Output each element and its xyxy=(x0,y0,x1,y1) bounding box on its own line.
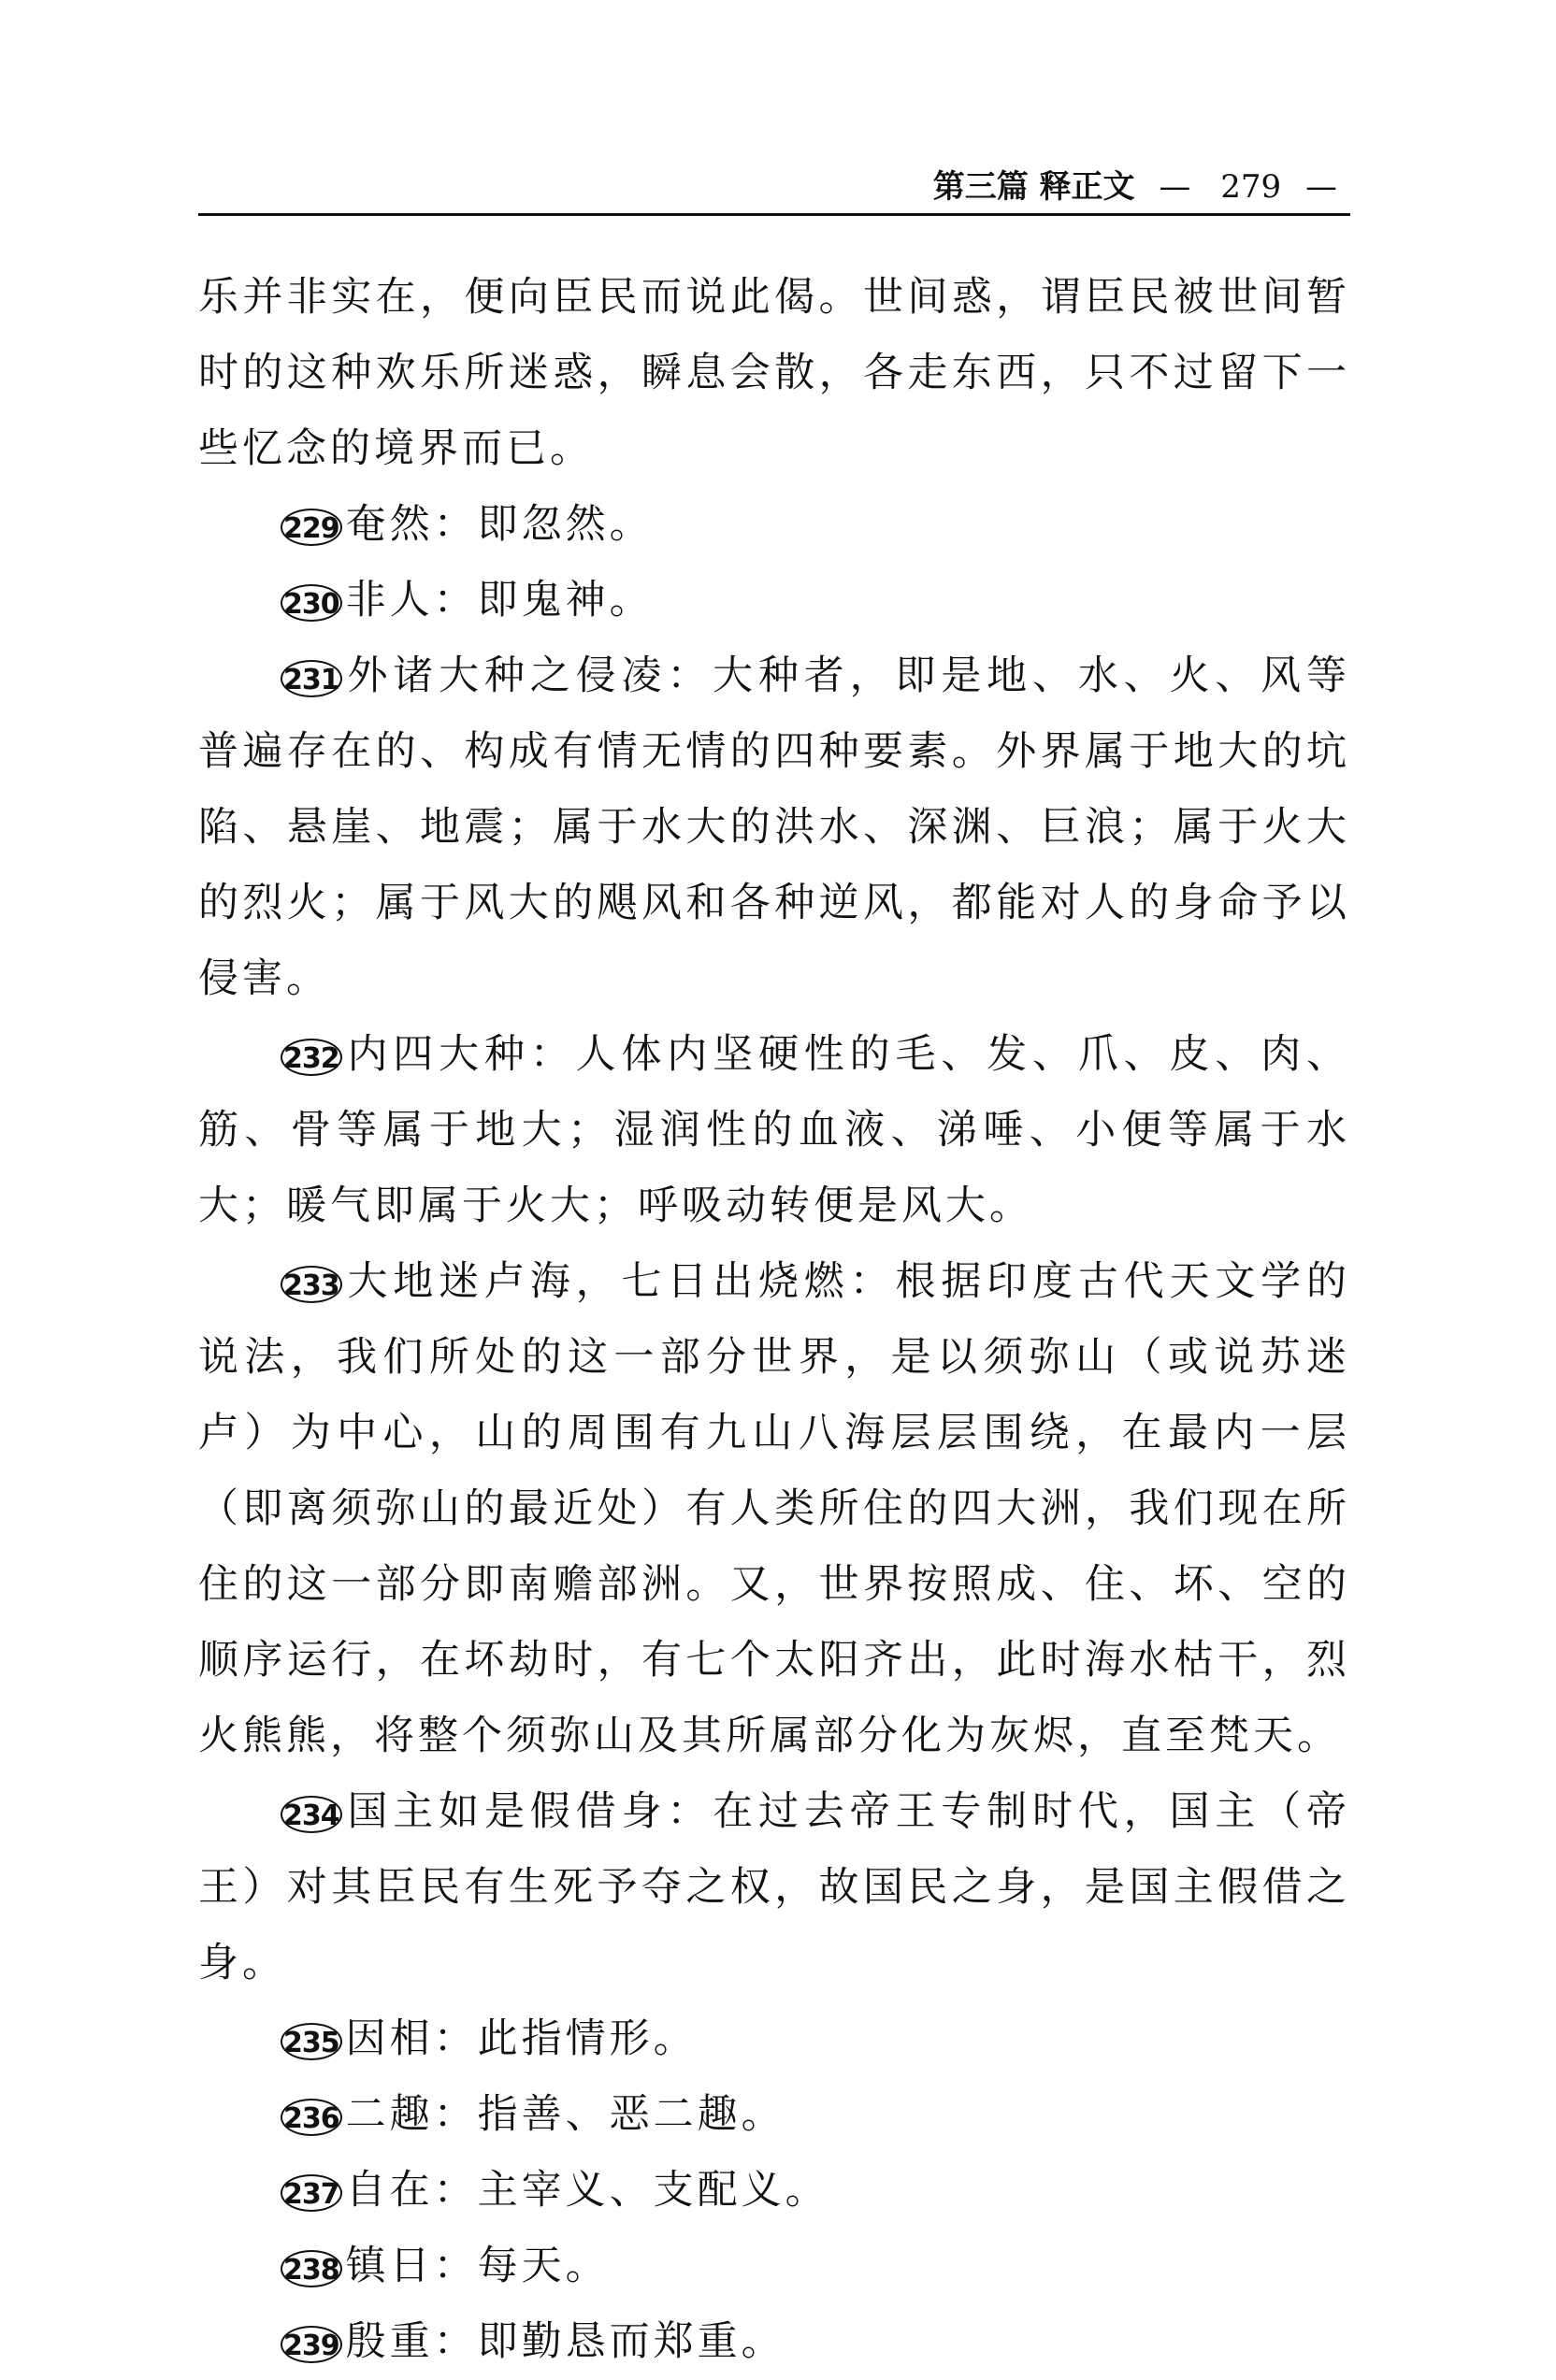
note-number: 235 xyxy=(281,2023,342,2060)
note-text: 自在：主宰义、支配义。 xyxy=(345,2167,829,2214)
note-number: 233 xyxy=(281,1266,342,1303)
note-text: 内四大种：人体内坚硬性的毛、发、爪、皮、肉、筋、骨等属于地大；湿润性的血液、涕唾、小便等属于水大；暖气即属于火大；呼吸动转便是风大。 xyxy=(198,1031,1350,1229)
note-232 xyxy=(198,1017,1350,1244)
note-234 xyxy=(198,1774,1350,2001)
note-text: 镇日：每天。 xyxy=(345,2243,610,2289)
note-237 xyxy=(198,2153,1350,2229)
dash-right: — xyxy=(1305,168,1337,206)
note-number: 231 xyxy=(281,660,342,697)
note-229 xyxy=(198,487,1350,563)
note-number: 230 xyxy=(281,584,342,622)
note-text: 外诸大种之侵凌：大种者，即是地、水、火、风等普遍存在的、构成有情无情的四种要素。外界属于地大的坑陷、悬崖、地震；属于水大的洪水、深渊、巨浪；属于火大的烈火；属于风大的飓风和各种逆风，都能对人的身命予以侵害。 xyxy=(198,652,1350,1002)
note-231 xyxy=(198,638,1350,1017)
note-number: 236 xyxy=(281,2099,342,2136)
dash-left: — xyxy=(1159,168,1191,206)
note-text: 大地迷卢海，七日出烧燃：根据印度古代天文学的说法，我们所处的这一部分世界，是以须弥山（或说苏迷卢）为中心，山的周围有九山八海层层围绕，在最内一层（即离须弥山的最近处）有人类所住的四大洲，我们现在所住的这一部分即南赡部洲。又，世界按照成、住、坏、空的顺序运行，在坏劫时，有七个太阳齐出，此时海水枯干，烈火熊熊，将整个须弥山及其所属部分化为灰烬，直至梵天。 xyxy=(198,1258,1350,1759)
continued-paragraph xyxy=(198,260,1350,487)
note-number: 238 xyxy=(281,2250,342,2287)
page-header xyxy=(198,166,1350,216)
page-body xyxy=(198,260,1350,2380)
note-number: 234 xyxy=(281,1796,342,1833)
paragraph-text: 乐并非实在，便向臣民而说此偈。世间惑，谓臣民被世间暂时的这种欢乐所迷惑，瞬息会散，各走东西，只不过留下一些忆念的境界而已。 xyxy=(198,274,1350,472)
note-text: 殷重：即勤恳而郑重。 xyxy=(345,2318,785,2365)
note-text: 因相：此指情形。 xyxy=(345,2015,698,2062)
note-236 xyxy=(198,2077,1350,2153)
chapter-title: 第三篇 释正文 xyxy=(932,168,1135,206)
note-238 xyxy=(198,2229,1350,2304)
note-number: 229 xyxy=(281,509,342,546)
page-number: 279 xyxy=(1220,168,1282,206)
note-text: 国主如是假借身：在过去帝王专制时代，国主（帝王）对其臣民有生死予夺之权，故国民之身，是国主假借之身。 xyxy=(198,1788,1350,1986)
running-head xyxy=(933,168,1350,206)
note-number: 232 xyxy=(281,1039,342,1076)
note-text: 二趣：指善、恶二趣。 xyxy=(345,2091,785,2138)
note-text: 奄然：即忽然。 xyxy=(345,501,654,548)
note-number: 239 xyxy=(281,2326,342,2363)
note-235 xyxy=(198,2001,1350,2077)
note-text: 非人：即鬼神。 xyxy=(345,577,654,624)
note-233 xyxy=(198,1244,1350,1774)
note-230 xyxy=(198,563,1350,638)
note-239 xyxy=(198,2304,1350,2380)
note-number: 237 xyxy=(281,2174,342,2212)
